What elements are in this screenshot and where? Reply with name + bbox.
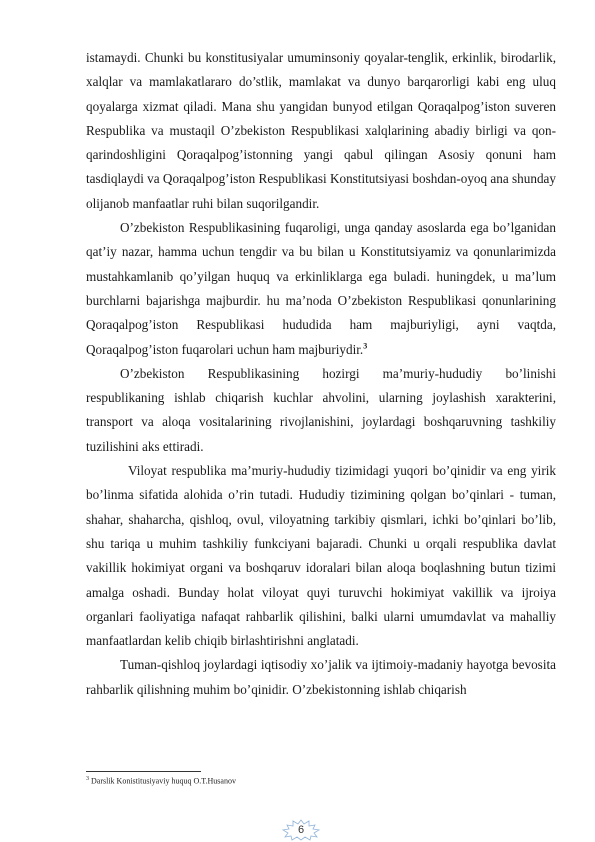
paragraph-4: Viloyat respublika ma’muriy-hududiy tizimidagi yuqori bo’qinidir va eng yirik bo’linma sifatida alohida o’rin tutadi. Hududiy tizimining qolgan bo’qinlari - tuman, shahar, shaharcha, qishloq, ovul, viloyatning tarkibiy qismlari, ichki bo’qinlari bo’lib, shu tariqa u muhim tashkiliy funkciyani bajaradi. Chunki u orqali respublika davlat vakillik hokimiyat organi va boshqaruv idoralari bilan aloqa boqlashning butun tizimi amalga oshadi. Bunday holat viloyat quyi turuvchi hokimiyat vakillik va ijroiya organlari faoliyatiga nafaqat rahbarlik qilishini, balki ularni umumdavlat va mahalliy manfaatlardan kelib chiqib birlashtirishni anglatadi. — [86, 463, 556, 649]
paragraph-2 — [86, 216, 556, 362]
paragraph-5: Tuman-qishloq joylardagi iqtisodiy xo’jalik va ijtimoiy-madaniy hayotga bevosita rahbarlik qilishning muhim bo’qinidir. O’zbekistonning ishlab chiqarish — [86, 657, 556, 697]
footnote-reference[interactable]: 3 — [363, 341, 368, 351]
paragraph-3: O’zbekiston Respublikasining hozirgi ma’muriy-hududiy bo’linishi respublikaning ishlab chiqarish kuchlar ahvolini, ularning joylashish xarakterini, transport va aloqa vositalarining rivojlanishini, joylardagi boshqaruvning tashkiliy tuzilishini aks ettiradi. — [86, 365, 556, 454]
footnote-text: Darslik Konistitusiyaviy huquq O.T.Husanov — [89, 776, 236, 786]
paragraph-2-text: O’zbekiston Respublikasining fuqaroligi, unga qanday asoslarda ega bo’lganidan qat’iy nazar, hamma uchun tengdir va bu bilan u Konstitutsiyamiz va qonunlarimizda mustahkamlanib qo’yilgan huquq va erkinliklarga ega buladi. huningdek, u ma’lum burchlarni bajarishga majburdir. hu ma’noda O’zbekiston Respublikasi qonunlarining Qoraqalpog’iston Respublikasi hududida ham majburiyligi, ayni vaqtda, Qoraqalpog’iston fuqarolari uchun ham majburiydir. — [86, 220, 556, 357]
footnote-mark: 3 — [86, 776, 89, 782]
document-body — [86, 46, 556, 702]
page-number: 6 — [297, 824, 305, 836]
footnote — [86, 774, 556, 787]
paragraph-1: istamaydi. Chunki bu konstitusiyalar umuminsoniy qoyalar-tenglik, erkinlik, birodarlik, xalqlar va mamlakatlararo do’stlik, mamlakat va dunyo barqarorligi kabi eng uluq qoyalarga xizmat qiladi. Mana shu yangidan bunyod etilgan Qoraqalpog’iston suveren Respublika va mustaqil O’zbekiston Respublikasi xalqlarining abadiy birligi va qon-qarindoshligini Qoraqalpog’istonning yangi qabul qilingan Asosiy qonuni ham tasdiqlaydi va Qoraqalpog’iston Respublikasi Konstitutsiyasi boshdan-oyoq ana shunday olijanob manfaatlar ruhi bilan suqorilgandir. — [86, 50, 556, 211]
footnote-divider — [86, 771, 201, 772]
page-number-badge — [281, 819, 321, 841]
